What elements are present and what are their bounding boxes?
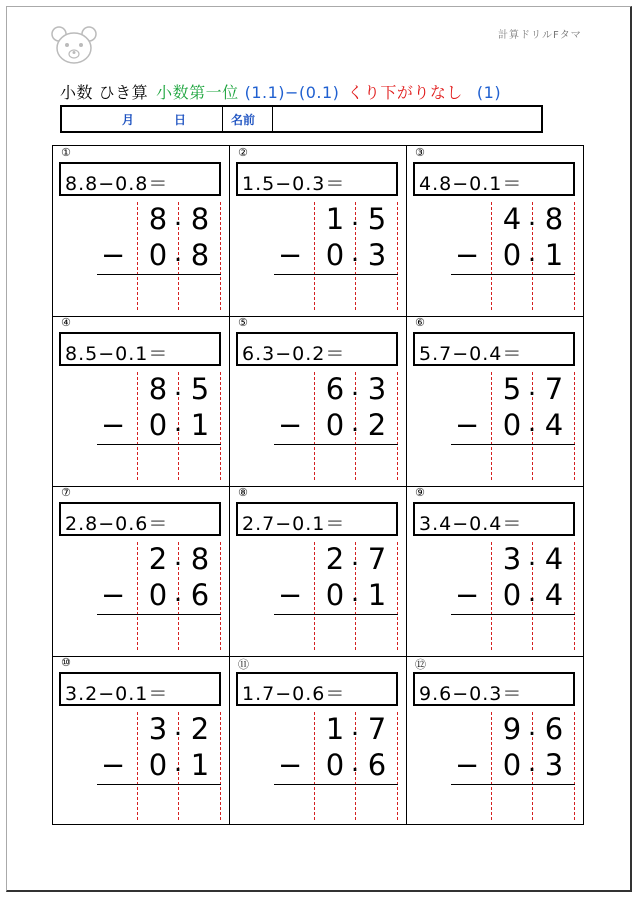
problem-cell: [53, 486, 230, 656]
decimal-point: .: [527, 372, 537, 402]
subtrahend-ones-digit: 0: [325, 748, 345, 782]
title-sheet-number: (1): [476, 83, 502, 102]
decimal-point: .: [173, 542, 183, 572]
subtrahend-ones-digit: 0: [325, 578, 345, 612]
answer-area[interactable]: [495, 276, 575, 312]
equation-box[interactable]: [236, 672, 398, 706]
minuend-tenths-digit: 8: [190, 202, 210, 236]
subtrahend-ones-digit: 0: [502, 408, 522, 442]
decimal-point: .: [173, 238, 183, 268]
problem-number: ⑧: [238, 486, 248, 499]
minuend-ones-digit: 6: [325, 372, 345, 406]
decimal-point: .: [173, 408, 183, 438]
answer-line: [97, 614, 221, 615]
minus-sign: −: [101, 238, 126, 272]
minus-sign: −: [101, 408, 126, 442]
brand-text: 計算ドリルFタマ: [498, 30, 582, 41]
answer-area[interactable]: [318, 446, 398, 482]
equation-box[interactable]: [413, 672, 575, 706]
equation-text: 4.8−0.1＝: [419, 173, 523, 195]
decimal-point: .: [527, 408, 537, 438]
equation-text: 8.5−0.1＝: [65, 343, 169, 365]
title-level: 小数第一位: [156, 83, 239, 102]
answer-area[interactable]: [495, 616, 575, 652]
decimal-point: .: [527, 238, 537, 268]
minus-sign: −: [278, 408, 303, 442]
minuend-ones-digit: 5: [502, 372, 522, 406]
answer-line: [97, 444, 221, 445]
subtrahend-ones-digit: 0: [502, 238, 522, 272]
subtrahend-tenths-digit: 1: [190, 408, 210, 442]
problem-cell: [230, 656, 407, 826]
equation-box[interactable]: [59, 672, 221, 706]
decimal-point: .: [350, 202, 360, 232]
minus-sign: −: [278, 578, 303, 612]
guide-line: [314, 542, 315, 650]
minuend-ones-digit: 2: [148, 542, 168, 576]
equation-text: 8.8−0.8＝: [65, 173, 169, 195]
equation-box[interactable]: [236, 332, 398, 366]
answer-line: [274, 444, 398, 445]
answer-line: [451, 614, 575, 615]
guide-line: [491, 542, 492, 650]
subtrahend-tenths-digit: 4: [544, 578, 564, 612]
decimal-point: .: [527, 202, 537, 232]
minus-sign: −: [101, 578, 126, 612]
minus-sign: −: [455, 748, 480, 782]
decimal-point: .: [350, 578, 360, 608]
name-label-cell: [222, 107, 273, 131]
equation-text: 5.7−0.4＝: [419, 343, 523, 365]
minuend-ones-digit: 4: [502, 202, 522, 236]
subtrahend-ones-digit: 0: [502, 578, 522, 612]
problem-number: ⑦: [61, 486, 71, 499]
equation-box[interactable]: [413, 332, 575, 366]
decimal-point: .: [350, 408, 360, 438]
subtrahend-tenths-digit: 3: [367, 238, 387, 272]
month-label: 月: [122, 113, 135, 127]
title-format: (1.1)−(0.1): [244, 83, 340, 102]
problem-cell: [230, 486, 407, 656]
problem-cell: [407, 486, 584, 656]
answer-area[interactable]: [141, 446, 221, 482]
name-field[interactable]: [274, 107, 541, 131]
problem-cell: [407, 146, 584, 316]
equation-text: 3.4−0.4＝: [419, 513, 523, 535]
subtrahend-tenths-digit: 4: [544, 408, 564, 442]
minuend-tenths-digit: 5: [190, 372, 210, 406]
equation-box[interactable]: [413, 162, 575, 196]
guide-line: [137, 202, 138, 310]
problem-cell: [230, 316, 407, 486]
name-label: 名前: [231, 113, 256, 127]
decimal-point: .: [527, 542, 537, 572]
minus-sign: −: [455, 578, 480, 612]
equation-text: 2.8−0.6＝: [65, 513, 169, 535]
name-date-box: [60, 105, 543, 133]
minus-sign: −: [278, 748, 303, 782]
answer-area[interactable]: [318, 786, 398, 822]
minuend-tenths-digit: 7: [367, 542, 387, 576]
subtrahend-tenths-digit: 6: [190, 578, 210, 612]
guide-line: [491, 712, 492, 820]
answer-area[interactable]: [318, 276, 398, 312]
minuend-ones-digit: 9: [502, 712, 522, 746]
answer-area[interactable]: [318, 616, 398, 652]
guide-line: [314, 372, 315, 480]
decimal-point: .: [173, 202, 183, 232]
decimal-point: .: [173, 372, 183, 402]
subtrahend-ones-digit: 0: [325, 408, 345, 442]
minus-sign: −: [455, 238, 480, 272]
minus-sign: −: [101, 748, 126, 782]
subtrahend-ones-digit: 0: [148, 748, 168, 782]
answer-area[interactable]: [141, 616, 221, 652]
subtrahend-ones-digit: 0: [502, 748, 522, 782]
subtrahend-tenths-digit: 2: [367, 408, 387, 442]
problem-number: ⑥: [415, 316, 425, 329]
subtrahend-tenths-digit: 3: [544, 748, 564, 782]
decimal-point: .: [527, 712, 537, 742]
minuend-tenths-digit: 3: [367, 372, 387, 406]
problem-number: ②: [238, 146, 248, 159]
minuend-ones-digit: 8: [148, 372, 168, 406]
minuend-ones-digit: 8: [148, 202, 168, 236]
equation-text: 1.5−0.3＝: [242, 173, 346, 195]
equation-box[interactable]: [59, 162, 221, 196]
answer-area[interactable]: [495, 786, 575, 822]
guide-line: [491, 372, 492, 480]
equation-box[interactable]: [59, 332, 221, 366]
answer-area[interactable]: [141, 786, 221, 822]
answer-area[interactable]: [141, 276, 221, 312]
equation-text: 2.7−0.1＝: [242, 513, 346, 535]
guide-line: [137, 372, 138, 480]
subtrahend-tenths-digit: 1: [367, 578, 387, 612]
equation-text: 9.6−0.3＝: [419, 683, 523, 705]
subtrahend-ones-digit: 0: [148, 408, 168, 442]
problem-number: ①: [61, 146, 71, 159]
equation-text: 1.7−0.6＝: [242, 683, 346, 705]
problem-number: ⑪: [238, 658, 249, 671]
problem-cell: [230, 146, 407, 316]
problem-grid: [52, 145, 584, 825]
equation-text: 3.2−0.1＝: [65, 683, 169, 705]
problem-number: ⑩: [61, 656, 71, 669]
minuend-tenths-digit: 7: [367, 712, 387, 746]
date-field[interactable]: [62, 107, 223, 131]
guide-line: [314, 712, 315, 820]
problem-number: ⑨: [415, 486, 425, 499]
subtrahend-ones-digit: 0: [325, 238, 345, 272]
decimal-point: .: [173, 578, 183, 608]
decimal-point: .: [350, 238, 360, 268]
decimal-point: .: [173, 748, 183, 778]
problem-cell: [53, 656, 230, 826]
subtrahend-tenths-digit: 1: [544, 238, 564, 272]
answer-line: [274, 274, 398, 275]
decimal-point: .: [527, 748, 537, 778]
equation-box[interactable]: [59, 502, 221, 536]
problem-number: ⑤: [238, 316, 248, 329]
answer-line: [274, 614, 398, 615]
minuend-ones-digit: 1: [325, 712, 345, 746]
answer-line: [274, 784, 398, 785]
minuend-ones-digit: 3: [148, 712, 168, 746]
problem-number: ④: [61, 316, 71, 329]
minuend-tenths-digit: 2: [190, 712, 210, 746]
problem-number: ③: [415, 146, 425, 159]
minuend-ones-digit: 1: [325, 202, 345, 236]
minuend-tenths-digit: 8: [190, 542, 210, 576]
minuend-tenths-digit: 4: [544, 542, 564, 576]
problem-cell: [407, 316, 584, 486]
decimal-point: .: [350, 748, 360, 778]
guide-line: [491, 202, 492, 310]
equation-text: 6.3−0.2＝: [242, 343, 346, 365]
problem-number: ⑫: [415, 658, 426, 671]
minuend-ones-digit: 3: [502, 542, 522, 576]
subtrahend-tenths-digit: 1: [190, 748, 210, 782]
decimal-point: .: [350, 372, 360, 402]
minuend-tenths-digit: 7: [544, 372, 564, 406]
minuend-tenths-digit: 8: [544, 202, 564, 236]
minuend-ones-digit: 2: [325, 542, 345, 576]
subtrahend-ones-digit: 0: [148, 578, 168, 612]
minuend-tenths-digit: 6: [544, 712, 564, 746]
decimal-point: .: [527, 578, 537, 608]
decimal-point: .: [173, 712, 183, 742]
minuend-tenths-digit: 5: [367, 202, 387, 236]
problem-cell: [407, 656, 584, 826]
problem-cell: [53, 146, 230, 316]
equation-box[interactable]: [413, 502, 575, 536]
worksheet-title: [60, 80, 501, 103]
answer-line: [97, 784, 221, 785]
equation-box[interactable]: [236, 162, 398, 196]
guide-line: [314, 202, 315, 310]
answer-line: [451, 444, 575, 445]
guide-line: [137, 542, 138, 650]
subtrahend-tenths-digit: 8: [190, 238, 210, 272]
subtrahend-tenths-digit: 6: [367, 748, 387, 782]
bear-face-icon: [48, 24, 100, 66]
minus-sign: −: [278, 238, 303, 272]
decimal-point: .: [350, 712, 360, 742]
answer-line: [451, 274, 575, 275]
guide-line: [137, 712, 138, 820]
minus-sign: −: [455, 408, 480, 442]
title-operation: 小数 ひき算: [60, 83, 149, 102]
decimal-point: .: [350, 542, 360, 572]
problem-cell: [53, 316, 230, 486]
answer-line: [97, 274, 221, 275]
equation-box[interactable]: [236, 502, 398, 536]
answer-area[interactable]: [495, 446, 575, 482]
day-label: 日: [174, 113, 187, 127]
title-condition: くり下がりなし: [347, 83, 463, 102]
subtrahend-ones-digit: 0: [148, 238, 168, 272]
answer-line: [451, 784, 575, 785]
